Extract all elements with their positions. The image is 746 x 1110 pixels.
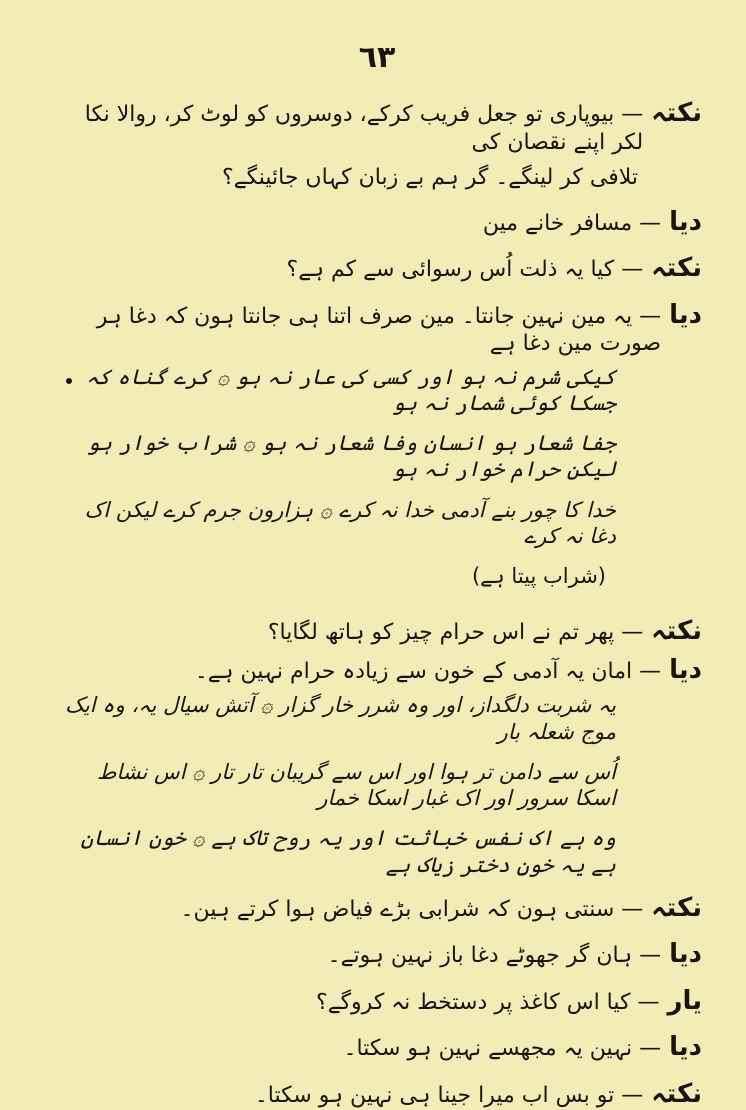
verse-line: جفا شعار ہو انسان وفا شعار نہ ہو ۞ شراب خوار ہو لیکن حرام خوار نہ ہو	[87, 431, 616, 482]
speaker-name: دیا	[669, 299, 702, 330]
dialogue-line	[52, 1031, 702, 1064]
speaker-name: نکتہ	[651, 98, 702, 128]
speech-text: — پھر تم نے اس حرام چیز کو ہاتھ لگایا؟	[267, 620, 644, 646]
speaker-name: دیا	[669, 1032, 702, 1063]
dialogue-line	[52, 985, 702, 1018]
dialogue-line	[52, 938, 702, 971]
dialogue-line	[52, 252, 702, 285]
speech-text: — امان یہ آدمی کے خون سے زیادہ حرام نہین ہے۔	[194, 658, 662, 684]
stage-direction: (شراب پیتا ہے)	[471, 564, 606, 588]
speaker-name: دیا	[669, 206, 702, 237]
speech-text: — یہ مین نہین جانتا۔ مین صرف اتنا ہی جانتا ہون کہ دغا ہر صورت مین دغا ہے	[96, 303, 662, 356]
dialogue	[52, 97, 702, 1110]
speaker-name: نکتہ	[651, 1078, 702, 1109]
dialogue-line	[52, 206, 702, 239]
speech-text: — ہان گر جھوٹے دغا باز نہین ہوتے۔	[327, 943, 662, 969]
ink-dot-mark	[66, 378, 72, 384]
speaker-name: دیا	[669, 654, 702, 685]
verse-line: کیکی شرم نہ ہو اور کسی کی عار نہ ہو ۞ کرے گناہ کہ جسکا کوئی شمار نہ ہو	[86, 364, 616, 415]
dialogue-line	[52, 299, 702, 358]
speaker-name: نکتہ	[651, 253, 702, 283]
speaker-name: نکتہ	[651, 616, 702, 647]
speech-text: — بیوپاری تو جعل فریب کرکے، دوسروں کو لوٹ کر، روالا نکا لکر اپنے نقصان کی	[84, 102, 644, 155]
speech-text: — تو بس اب میرا جینا ہی نہین ہو سکتا۔	[254, 1082, 644, 1108]
dialogue-line	[52, 892, 702, 925]
dialogue-line	[52, 615, 702, 648]
verse-line: وہ ہے اک نفس خباثت اور یہ روح تاک ہے ۞ خون انسان ہے یہ خونِ دختر زیاک ہے	[80, 826, 616, 877]
dialogue-line	[52, 1078, 702, 1110]
speaker-name: یار	[667, 985, 702, 1016]
speaker-name: دیا	[669, 939, 702, 970]
dialogue-line	[52, 654, 702, 687]
dialogue-line	[52, 97, 702, 156]
speaker-name: نکتہ	[651, 892, 702, 923]
speech-text: — کیا اس کاغذ پر دستخط نہ کروگے؟	[316, 989, 660, 1015]
speech-text: — مسافر خانے مین	[482, 210, 662, 236]
speech-text: — نہین یہ مجھسے نہین ہو سکتا۔	[343, 1036, 662, 1062]
speech-continuation: تلافی کر لینگے۔ گر ہم بے زبان کہاں جائینگے؟	[222, 165, 638, 190]
page-number: ٦٣	[358, 40, 396, 75]
verse-line: یہ شربت دلگداز، اور وہ شرر خار گزار ۞ آتش سیال یہ، وہ ایک موج شعلہ بار	[65, 693, 616, 744]
verse-line: خدا کا چور بنے آدمی خدا نہ کرے ۞ ہزارون جرم کرے لیکن اک دغا نہ کرے	[84, 497, 616, 548]
speech-text: — سنتی ہون کہ شرابی بڑے فیاض ہوا کرتے ہین۔	[180, 896, 644, 922]
verse-line: اُس سے دامن تر ہوا اور اس سے گریبان تار تار ۞ اس نشاط اسکا سرور اور اک غبار اسکا خمار	[96, 759, 616, 810]
speech-text: — کیا یہ ذلت اُس رسوائی سے کم ہے؟	[286, 257, 644, 282]
